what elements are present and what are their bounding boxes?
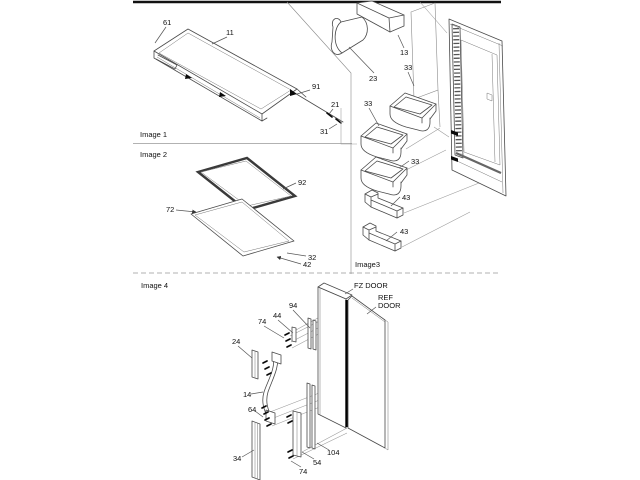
part-callout-43: 43 <box>402 193 411 202</box>
trim-strip-104b <box>312 385 315 449</box>
part-callout-31: 31 <box>320 127 329 136</box>
fz-door-label: FZ DOOR <box>354 281 388 290</box>
section-label-image2: Image 2 <box>140 150 168 159</box>
door-bin-33-3 <box>361 157 407 195</box>
door-panel-interior <box>449 19 506 196</box>
part-callout-104: 104 <box>327 448 340 457</box>
leader-line-21 <box>329 109 333 114</box>
projection-panel <box>411 3 438 99</box>
part-callout-23: 23 <box>369 74 378 83</box>
part-callout-24: 24 <box>232 337 241 346</box>
part-callout-64: 64 <box>248 405 257 414</box>
leader-line-13 <box>398 35 404 48</box>
image1-shelf-assembly <box>154 29 343 123</box>
leader-line-42 <box>277 257 301 264</box>
leader-line-61 <box>155 27 166 43</box>
part-callout-33: 33 <box>411 157 420 166</box>
part-callout-43: 43 <box>400 227 409 236</box>
part-callout-21: 21 <box>331 100 340 109</box>
leader-line-74 <box>264 326 284 338</box>
part-callout-92: 92 <box>298 178 307 187</box>
leader-line-24 <box>238 346 252 358</box>
door-bin-43-2 <box>363 223 401 251</box>
ref-door-label-line2: DOOR <box>378 301 401 310</box>
fz-door-leader <box>345 289 353 294</box>
leader-line-33 <box>369 108 379 126</box>
part-callout-91: 91 <box>312 82 321 91</box>
rail-arrow-icon <box>185 74 192 79</box>
fz-door-panel <box>318 287 346 428</box>
part-callout-42: 42 <box>303 260 312 269</box>
door-bin-33-1 <box>390 93 436 131</box>
screw-set-handle-top <box>263 361 271 375</box>
ref-door-label-line1: REF <box>378 293 393 302</box>
part-callout-72: 72 <box>166 205 175 214</box>
leader-line-32 <box>287 253 306 256</box>
section-label-image3: Image3 <box>355 260 381 269</box>
dairy-door-23 <box>331 17 367 55</box>
leader-line-44 <box>278 320 293 333</box>
part-callout-33: 33 <box>364 99 373 108</box>
crisper-frame-72 <box>191 199 294 256</box>
leader-line-23 <box>349 47 374 73</box>
part-callout-13: 13 <box>400 48 409 57</box>
section-label-image4: Image 4 <box>141 281 169 290</box>
leader-line-11 <box>212 37 227 44</box>
section-label-image1: Image 1 <box>140 130 168 139</box>
door-bin-33-2 <box>361 123 407 161</box>
trim-strip-94b <box>313 320 316 350</box>
part-callout-32: 32 <box>308 253 317 262</box>
part-callout-44: 44 <box>273 311 282 320</box>
part-callout-34: 34 <box>233 454 242 463</box>
image2-crisper-frame-assembly <box>191 158 295 256</box>
ref-door-panel <box>348 296 385 448</box>
trim-strip-94a <box>308 318 311 349</box>
part-callout-74: 74 <box>299 467 308 476</box>
part-callout-94: 94 <box>289 301 298 310</box>
leader-line-14 <box>251 392 263 394</box>
part-callout-61: 61 <box>163 18 172 27</box>
part-callout-54: 54 <box>313 458 322 467</box>
screw-set-top-74 <box>285 333 291 347</box>
part-callout-14: 14 <box>243 390 252 399</box>
part-callout-11: 11 <box>226 28 234 37</box>
projection-line <box>438 90 440 127</box>
screw-set-bottom-74 <box>287 415 293 458</box>
part-callout-33: 33 <box>404 63 413 72</box>
trim-strip-104a <box>307 383 310 448</box>
leader-line-72 <box>176 210 196 212</box>
leader-line-92 <box>283 183 296 189</box>
door-outline <box>449 19 506 196</box>
leader-line-31 <box>329 124 337 129</box>
leader-line-94 <box>293 310 310 328</box>
trim-strip-44 <box>292 327 296 342</box>
image3-door-bins-assembly <box>331 1 506 251</box>
part-callout-74: 74 <box>258 317 267 326</box>
